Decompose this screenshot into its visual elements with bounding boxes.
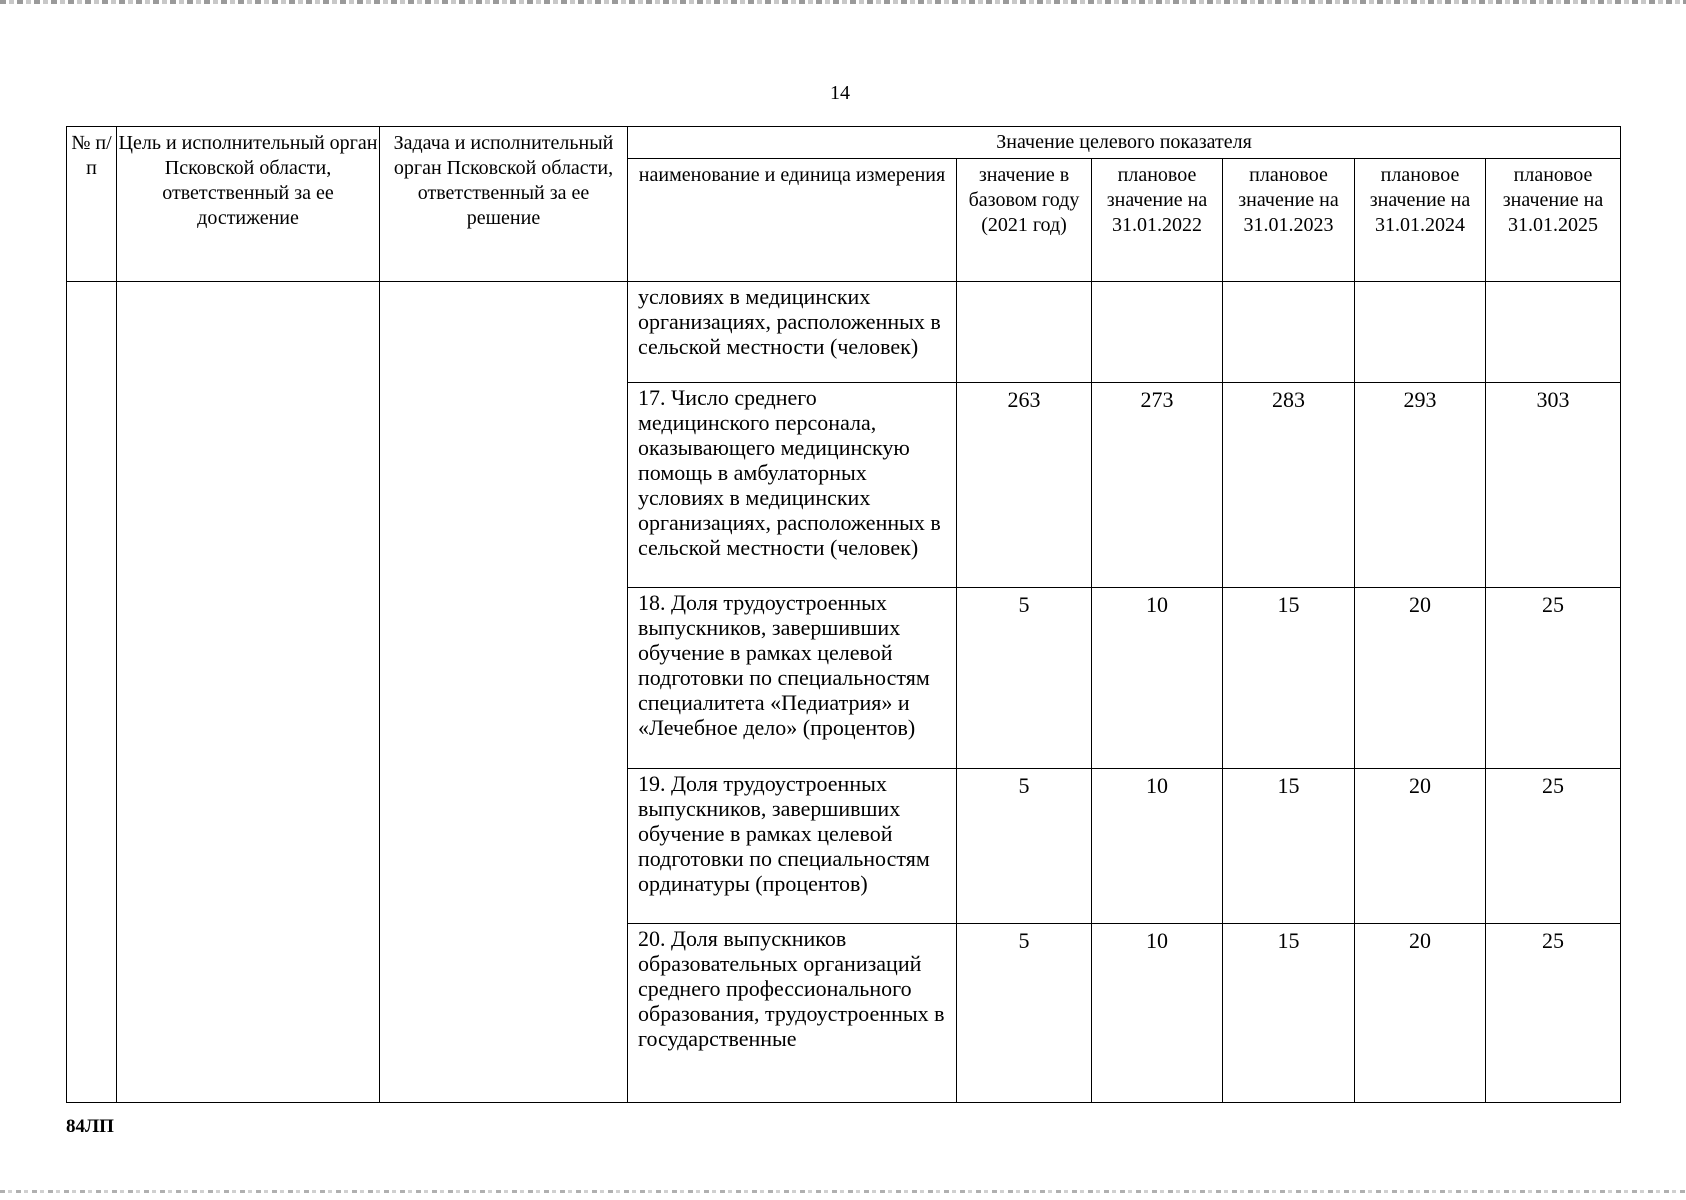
- header-goal: Цель и исполнительный орган Псковской области, ответственный за ее достижение: [117, 127, 380, 282]
- base-value: 5: [957, 924, 1092, 1103]
- page-number: 14: [830, 82, 850, 104]
- plan-2024-value: 20: [1355, 769, 1486, 924]
- cell-goal: [117, 282, 380, 1103]
- plan-2024-value: 293: [1355, 383, 1486, 588]
- plan-2023-value: [1223, 282, 1355, 383]
- header-task: Задача и исполнительный орган Псковской области, ответственный за ее решение: [380, 127, 628, 282]
- cell-task: [380, 282, 628, 1103]
- plan-2025-value: 303: [1486, 383, 1621, 588]
- scan-edge-top: [0, 0, 1686, 4]
- indicator-name: 18. Доля трудоустроенных выпускников, завершивших обучение в рамках целевой подготовки по специальностям специалитета «Педиатрия» и «Лечебное дело» (процентов): [628, 588, 957, 769]
- plan-2022-value: [1092, 282, 1223, 383]
- target-indicators-table: [66, 126, 1621, 1103]
- table-row: [67, 282, 1621, 383]
- plan-2023-value: 15: [1223, 769, 1355, 924]
- base-value: 5: [957, 588, 1092, 769]
- header-plan-2022: плановое значение на 31.01.2022: [1092, 158, 1223, 281]
- plan-2022-value: 10: [1092, 924, 1223, 1103]
- header-base-year: значение в базовом году (2021 год): [957, 158, 1092, 281]
- plan-2025-value: 25: [1486, 588, 1621, 769]
- plan-2022-value: 10: [1092, 588, 1223, 769]
- indicator-name: 19. Доля трудоустроенных выпускников, завершивших обучение в рамках целевой подготовки по специальностям ординатуры (процентов): [628, 769, 957, 924]
- header-plan-2025: плановое значение на 31.01.2025: [1486, 158, 1621, 281]
- indicator-name: 17. Число среднего медицинского персонала, оказывающего медицинскую помощь в амбулаторных условиях в медицинских организациях, расположенных в сельской местности (человек): [628, 383, 957, 588]
- plan-2022-value: 10: [1092, 769, 1223, 924]
- plan-2023-value: 283: [1223, 383, 1355, 588]
- plan-2025-value: [1486, 282, 1621, 383]
- plan-2024-value: [1355, 282, 1486, 383]
- table-header-row-1: [67, 127, 1621, 159]
- plan-2024-value: 20: [1355, 924, 1486, 1103]
- header-indicator-name: наименование и единица измерения: [628, 158, 957, 281]
- base-value: 263: [957, 383, 1092, 588]
- plan-2023-value: 15: [1223, 588, 1355, 769]
- document-code: 84ЛП: [66, 1116, 114, 1137]
- plan-2022-value: 273: [1092, 383, 1223, 588]
- base-value: 5: [957, 769, 1092, 924]
- plan-2023-value: 15: [1223, 924, 1355, 1103]
- scan-edge-bottom: [0, 1190, 1686, 1193]
- header-plan-2023: плановое значение на 31.01.2023: [1223, 158, 1355, 281]
- header-number: № п/п: [67, 127, 117, 282]
- plan-2025-value: 25: [1486, 924, 1621, 1103]
- header-indicator-group: Значение целевого показателя: [628, 127, 1621, 159]
- plan-2024-value: 20: [1355, 588, 1486, 769]
- plan-2025-value: 25: [1486, 769, 1621, 924]
- cell-number: [67, 282, 117, 1103]
- header-plan-2024: плановое значение на 31.01.2024: [1355, 158, 1486, 281]
- indicator-name: условиях в медицинских организациях, расположенных в сельской местности (человек): [628, 282, 957, 383]
- indicator-name: 20. Доля выпускников образовательных организаций среднего профессионального образования, трудоустроенных в государственные: [628, 924, 957, 1103]
- base-value: [957, 282, 1092, 383]
